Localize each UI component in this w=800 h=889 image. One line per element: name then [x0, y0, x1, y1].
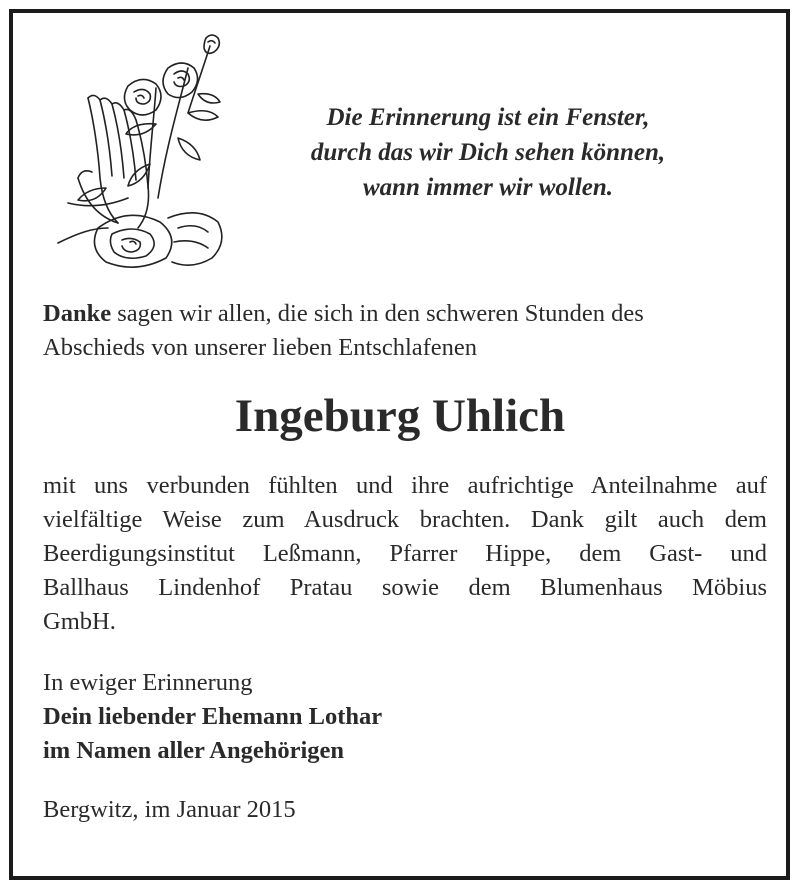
signer-name: Dein liebender Ehemann Lothar: [43, 703, 383, 730]
closing-line: In ewiger Erinnerung: [43, 669, 253, 696]
quote-line: durch das wir Dich sehen können,: [310, 139, 666, 166]
body-line: GmbH.: [43, 608, 116, 635]
body-line: vielfältige Weise zum Ausdruck brachten. Dank gilt auch dem: [43, 506, 767, 533]
quote-line: Die Erinnerung ist ein Fenster,: [326, 104, 650, 131]
deceased-name: Ingeburg Uhlich: [234, 390, 566, 442]
place-date: Bergwitz, im Januar 2015: [43, 796, 296, 823]
thanks-intro: [43, 297, 767, 365]
body-line: mit uns verbunden fühlten und ihre aufrichtige Anteilnahme auf: [43, 472, 767, 499]
intro-text: Abschieds von unserer lieben Entschlafenen: [43, 334, 478, 361]
signer-note: im Namen aller Angehörigen: [43, 737, 345, 764]
body-line: Beerdigungsinstitut Leßmann, Pfarrer Hippe, dem Gast- und: [43, 540, 767, 567]
body-line: Ballhaus Lindenhof Pratau sowie dem Blumenhaus Möbius: [43, 574, 767, 601]
praying-hands-roses-icon: [38, 28, 238, 273]
quote-line: wann immer wir wollen.: [362, 174, 614, 201]
memorial-quote: [268, 100, 708, 205]
thanks-body: [43, 469, 767, 639]
intro-text: sagen wir allen, die sich in den schweren Stunden des: [111, 300, 644, 327]
signature-block: [43, 666, 767, 768]
thanks-word: Danke: [43, 300, 112, 327]
